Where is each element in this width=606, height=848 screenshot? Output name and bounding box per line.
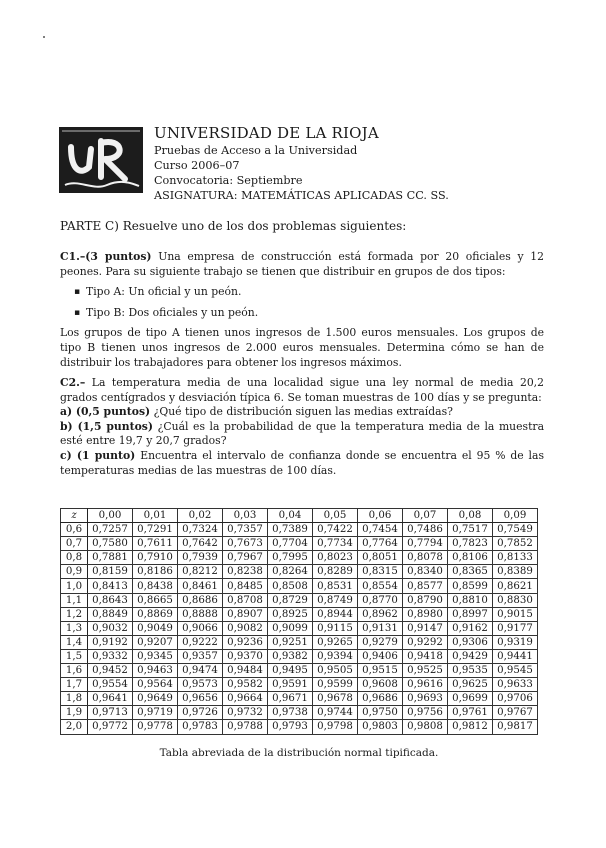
row-z-value: 1,6 xyxy=(61,664,88,678)
table-cell: 0,8790 xyxy=(403,593,448,607)
c2-intro xyxy=(60,376,544,405)
table-cell: 0,8708 xyxy=(223,593,268,607)
c2-c-label: c) (1 punto) xyxy=(60,448,136,462)
table-cell: 0,9793 xyxy=(268,720,313,734)
column-header: 0,01 xyxy=(133,509,178,523)
table-row xyxy=(61,678,538,692)
table-cell: 0,9131 xyxy=(358,621,403,635)
row-z-value: 1,2 xyxy=(61,607,88,621)
table-cell: 0,9616 xyxy=(403,678,448,692)
table-corner-z: z xyxy=(61,509,88,523)
table-cell: 0,9633 xyxy=(493,678,538,692)
table-cell: 0,8159 xyxy=(88,565,133,579)
row-z-value: 2,0 xyxy=(61,720,88,734)
table-row xyxy=(61,537,538,551)
table-cell: 0,8944 xyxy=(313,607,358,621)
table-cell: 0,7910 xyxy=(133,551,178,565)
table-cell: 0,7486 xyxy=(403,523,448,537)
table-cell: 0,9726 xyxy=(178,706,223,720)
table-cell: 0,9177 xyxy=(493,621,538,635)
c1-bullet-list xyxy=(60,285,544,320)
table-cell: 0,9608 xyxy=(358,678,403,692)
table-cell: 0,8686 xyxy=(178,593,223,607)
table-cell: 0,9591 xyxy=(268,678,313,692)
table-row xyxy=(61,579,538,593)
row-z-value: 1,7 xyxy=(61,678,88,692)
table-cell: 0,7357 xyxy=(223,523,268,537)
table-cell: 0,9279 xyxy=(358,635,403,649)
table-cell: 0,8643 xyxy=(88,593,133,607)
table-cell: 0,8770 xyxy=(358,593,403,607)
row-z-value: 0,8 xyxy=(61,551,88,565)
table-cell: 0,7611 xyxy=(133,537,178,551)
table-cell: 0,7454 xyxy=(358,523,403,537)
table-cell: 0,8106 xyxy=(448,551,493,565)
row-z-value: 1,0 xyxy=(61,579,88,593)
table-cell: 0,9382 xyxy=(268,649,313,663)
table-cell: 0,9778 xyxy=(133,720,178,734)
table-cell: 0,8577 xyxy=(403,579,448,593)
table-row xyxy=(61,523,538,537)
table-cell: 0,9207 xyxy=(133,635,178,649)
table-cell: 0,9357 xyxy=(178,649,223,663)
table-cell: 0,7517 xyxy=(448,523,493,537)
column-header: 0,09 xyxy=(493,509,538,523)
table-cell: 0,9649 xyxy=(133,692,178,706)
table-body xyxy=(61,523,538,734)
table-cell: 0,9761 xyxy=(448,706,493,720)
table-cell: 0,9394 xyxy=(313,649,358,663)
table-cell: 0,8485 xyxy=(223,579,268,593)
table-cell: 0,7794 xyxy=(403,537,448,551)
table-cell: 0,8508 xyxy=(268,579,313,593)
table-cell: 0,9599 xyxy=(313,678,358,692)
header-line-1: Pruebas de Acceso a la Universidad xyxy=(154,144,358,157)
table-row xyxy=(61,664,538,678)
table-cell: 0,8186 xyxy=(133,565,178,579)
table-cell: 0,7881 xyxy=(88,551,133,565)
table-cell: 0,8849 xyxy=(88,607,133,621)
table-cell: 0,8289 xyxy=(313,565,358,579)
c2-part-c xyxy=(60,449,544,478)
table-cell: 0,7549 xyxy=(493,523,538,537)
problem-c2 xyxy=(60,376,544,478)
table-cell: 0,8749 xyxy=(313,593,358,607)
header-line-4: ASIGNATURA: MATEMÁTICAS APLICADAS CC. SS. xyxy=(154,189,449,202)
table-cell: 0,9664 xyxy=(223,692,268,706)
table-row xyxy=(61,649,538,663)
table-cell: 0,9332 xyxy=(88,649,133,663)
table-cell: 0,9641 xyxy=(88,692,133,706)
table-cell: 0,8962 xyxy=(358,607,403,621)
table-cell: 0,7673 xyxy=(223,537,268,551)
c1-bullet-2: ▪ Tipo B: Dos oficiales y un peón. xyxy=(60,306,544,321)
table-cell: 0,8238 xyxy=(223,565,268,579)
table-cell: 0,9693 xyxy=(403,692,448,706)
table-cell: 0,9564 xyxy=(133,678,178,692)
c2-label: C2.– xyxy=(60,376,86,389)
table-cell: 0,9192 xyxy=(88,635,133,649)
table-cell: 0,7580 xyxy=(88,537,133,551)
table-cell: 0,9803 xyxy=(358,720,403,734)
table-cell: 0,9788 xyxy=(223,720,268,734)
table-cell: 0,8413 xyxy=(88,579,133,593)
table-cell: 0,9099 xyxy=(268,621,313,635)
table-cell: 0,9535 xyxy=(448,664,493,678)
c1-body: Los grupos de tipo A tienen unos ingresos de 1.500 euros mensuales. Los grupos de tipo B tienen unos ingresos de 2.000 euros mensuales. Determina cómo se han de distribuir los trabajadores para obtener los ingresos máximos. xyxy=(60,326,544,369)
row-z-value: 1,3 xyxy=(61,621,88,635)
table-cell: 0,9429 xyxy=(448,649,493,663)
table-cell: 0,8078 xyxy=(403,551,448,565)
table-cell: 0,8830 xyxy=(493,593,538,607)
table-cell: 0,9082 xyxy=(223,621,268,635)
table-cell: 0,9744 xyxy=(313,706,358,720)
table-cell: 0,8212 xyxy=(178,565,223,579)
table-cell: 0,8810 xyxy=(448,593,493,607)
table-caption: Tabla abreviada de la distribución normal tipificada. xyxy=(159,747,439,759)
universidad-de-la-rioja-ur-logo xyxy=(59,127,143,193)
c2-b-label: b) (1,5 puntos) xyxy=(60,419,153,433)
c2-intro-text: La temperatura media de una localidad sigue una ley normal de media 20,2 grados centígrados y desviación típica 6. Se toman muestras de 100 días y se pregunta: xyxy=(60,376,544,404)
row-z-value: 0,6 xyxy=(61,523,88,537)
table-cell: 0,7764 xyxy=(358,537,403,551)
table-cell: 0,8599 xyxy=(448,579,493,593)
table-cell: 0,9812 xyxy=(448,720,493,734)
table-row xyxy=(61,692,538,706)
column-header: 0,08 xyxy=(448,509,493,523)
table-cell: 0,9515 xyxy=(358,664,403,678)
table-cell: 0,8264 xyxy=(268,565,313,579)
table-cell: 0,9719 xyxy=(133,706,178,720)
table-cell: 0,9505 xyxy=(313,664,358,678)
table-cell: 0,9699 xyxy=(448,692,493,706)
column-header: 0,07 xyxy=(403,509,448,523)
table-cell: 0,8340 xyxy=(403,565,448,579)
table-cell: 0,8133 xyxy=(493,551,538,565)
table-cell: 0,9032 xyxy=(88,621,133,635)
table-cell: 0,9554 xyxy=(88,678,133,692)
table-cell: 0,7324 xyxy=(178,523,223,537)
table-cell: 0,9678 xyxy=(313,692,358,706)
row-z-value: 1,4 xyxy=(61,635,88,649)
table-cell: 0,9783 xyxy=(178,720,223,734)
table-cell: 0,9463 xyxy=(133,664,178,678)
table-cell: 0,7389 xyxy=(268,523,313,537)
table-cell: 0,7852 xyxy=(493,537,538,551)
scan-speck xyxy=(43,36,45,38)
table-cell: 0,9573 xyxy=(178,678,223,692)
table-cell: 0,7422 xyxy=(313,523,358,537)
table-cell: 0,9732 xyxy=(223,706,268,720)
c2-part-b xyxy=(60,420,544,449)
table-row xyxy=(61,621,538,635)
part-title: PARTE C) Resuelve uno de los dos problemas siguientes: xyxy=(60,219,407,233)
c1-intro-text: Una empresa de construcción está formada por 20 oficiales y 12 peones. Para su siguiente trabajo se tienen que distribuir en grupos de dos tipos: xyxy=(60,250,544,278)
table-cell: 0,9066 xyxy=(178,621,223,635)
c2-a-text: ¿Qué tipo de distribución siguen las medias extraídas? xyxy=(150,405,453,419)
table-row xyxy=(61,635,538,649)
table-cell: 0,9265 xyxy=(313,635,358,649)
table-cell: 0,9706 xyxy=(493,692,538,706)
table-cell: 0,9484 xyxy=(223,664,268,678)
table-cell: 0,8925 xyxy=(268,607,313,621)
table-cell: 0,8315 xyxy=(358,565,403,579)
table-cell: 0,9319 xyxy=(493,635,538,649)
c1-label: C1.–(3 puntos) xyxy=(60,250,152,263)
normal-distribution-table xyxy=(60,508,538,735)
table-cell: 0,9713 xyxy=(88,706,133,720)
c2-c-text: Encuentra el intervalo de confianza donde se encuentra el 95 % de las temperaturas medias de las muestras de 100 días. xyxy=(60,448,544,477)
table-cell: 0,8554 xyxy=(358,579,403,593)
table-cell: 0,9545 xyxy=(493,664,538,678)
table-cell: 0,8729 xyxy=(268,593,313,607)
table-cell: 0,8621 xyxy=(493,579,538,593)
table-cell: 0,7704 xyxy=(268,537,313,551)
table-cell: 0,9767 xyxy=(493,706,538,720)
table-row xyxy=(61,565,538,579)
column-header: 0,06 xyxy=(358,509,403,523)
column-header: 0,00 xyxy=(88,509,133,523)
table-cell: 0,8389 xyxy=(493,565,538,579)
header-line-2: Curso 2006–07 xyxy=(154,159,240,172)
table-row xyxy=(61,551,538,565)
table-cell: 0,8531 xyxy=(313,579,358,593)
table-cell: 0,9656 xyxy=(178,692,223,706)
table-cell: 0,9671 xyxy=(268,692,313,706)
problem-c1 xyxy=(60,250,544,370)
table-cell: 0,8888 xyxy=(178,607,223,621)
table-cell: 0,8051 xyxy=(358,551,403,565)
column-header: 0,03 xyxy=(223,509,268,523)
c1-bullet-1: ▪ Tipo A: Un oficial y un peón. xyxy=(60,285,544,300)
table-cell: 0,8980 xyxy=(403,607,448,621)
table-cell: 0,8438 xyxy=(133,579,178,593)
table-cell: 0,7823 xyxy=(448,537,493,551)
table-cell: 0,8997 xyxy=(448,607,493,621)
table-cell: 0,8023 xyxy=(313,551,358,565)
table-cell: 0,9406 xyxy=(358,649,403,663)
row-z-value: 1,1 xyxy=(61,593,88,607)
column-header: 0,04 xyxy=(268,509,313,523)
table-row xyxy=(61,607,538,621)
table-cell: 0,9817 xyxy=(493,720,538,734)
table-cell: 0,9452 xyxy=(88,664,133,678)
table-cell: 0,9049 xyxy=(133,621,178,635)
table-cell: 0,8665 xyxy=(133,593,178,607)
table-row xyxy=(61,593,538,607)
table-cell: 0,9115 xyxy=(313,621,358,635)
table-cell: 0,9147 xyxy=(403,621,448,635)
table-cell: 0,9162 xyxy=(448,621,493,635)
c2-a-label: a) (0,5 puntos) xyxy=(60,405,151,419)
table-cell: 0,9441 xyxy=(493,649,538,663)
table-cell: 0,9525 xyxy=(403,664,448,678)
row-z-value: 1,8 xyxy=(61,692,88,706)
table-cell: 0,7967 xyxy=(223,551,268,565)
table-cell: 0,8907 xyxy=(223,607,268,621)
row-z-value: 0,7 xyxy=(61,537,88,551)
table-cell: 0,8365 xyxy=(448,565,493,579)
table-cell: 0,7734 xyxy=(313,537,358,551)
table-cell: 0,9370 xyxy=(223,649,268,663)
table-cell: 0,9418 xyxy=(403,649,448,663)
column-header: 0,02 xyxy=(178,509,223,523)
c2-b-text: ¿Cuál es la probabilidad de que la temperatura media de la muestra esté entre 19,7 y 20,7 grados? xyxy=(60,419,544,448)
table-cell: 0,7642 xyxy=(178,537,223,551)
table-cell: 0,9582 xyxy=(223,678,268,692)
header-line-3: Convocatoria: Septiembre xyxy=(154,174,303,187)
table-cell: 0,9495 xyxy=(268,664,313,678)
table-cell: 0,9686 xyxy=(358,692,403,706)
table-cell: 0,7995 xyxy=(268,551,313,565)
table-cell: 0,9222 xyxy=(178,635,223,649)
table-cell: 0,9306 xyxy=(448,635,493,649)
c1-intro xyxy=(60,250,544,279)
exam-header xyxy=(154,124,449,203)
column-header: 0,05 xyxy=(313,509,358,523)
table-cell: 0,8461 xyxy=(178,579,223,593)
table-cell: 0,9292 xyxy=(403,635,448,649)
table-cell: 0,7257 xyxy=(88,523,133,537)
table-cell: 0,9236 xyxy=(223,635,268,649)
table-cell: 0,9625 xyxy=(448,678,493,692)
table-cell: 0,9750 xyxy=(358,706,403,720)
university-name: UNIVERSIDAD DE LA RIOJA xyxy=(154,124,379,142)
table-cell: 0,9738 xyxy=(268,706,313,720)
row-z-value: 1,9 xyxy=(61,706,88,720)
table-row xyxy=(61,720,538,734)
table-cell: 0,9474 xyxy=(178,664,223,678)
table-cell: 0,9345 xyxy=(133,649,178,663)
table-cell: 0,7939 xyxy=(178,551,223,565)
table-row xyxy=(61,706,538,720)
table-cell: 0,9756 xyxy=(403,706,448,720)
table-cell: 0,9798 xyxy=(313,720,358,734)
table-cell: 0,7291 xyxy=(133,523,178,537)
row-z-value: 0,9 xyxy=(61,565,88,579)
table-header-row xyxy=(61,509,538,523)
row-z-value: 1,5 xyxy=(61,649,88,663)
table-cell: 0,9251 xyxy=(268,635,313,649)
table-cell: 0,9015 xyxy=(493,607,538,621)
table-cell: 0,8869 xyxy=(133,607,178,621)
c2-part-a xyxy=(60,405,544,420)
table-cell: 0,9772 xyxy=(88,720,133,734)
table-cell: 0,9808 xyxy=(403,720,448,734)
